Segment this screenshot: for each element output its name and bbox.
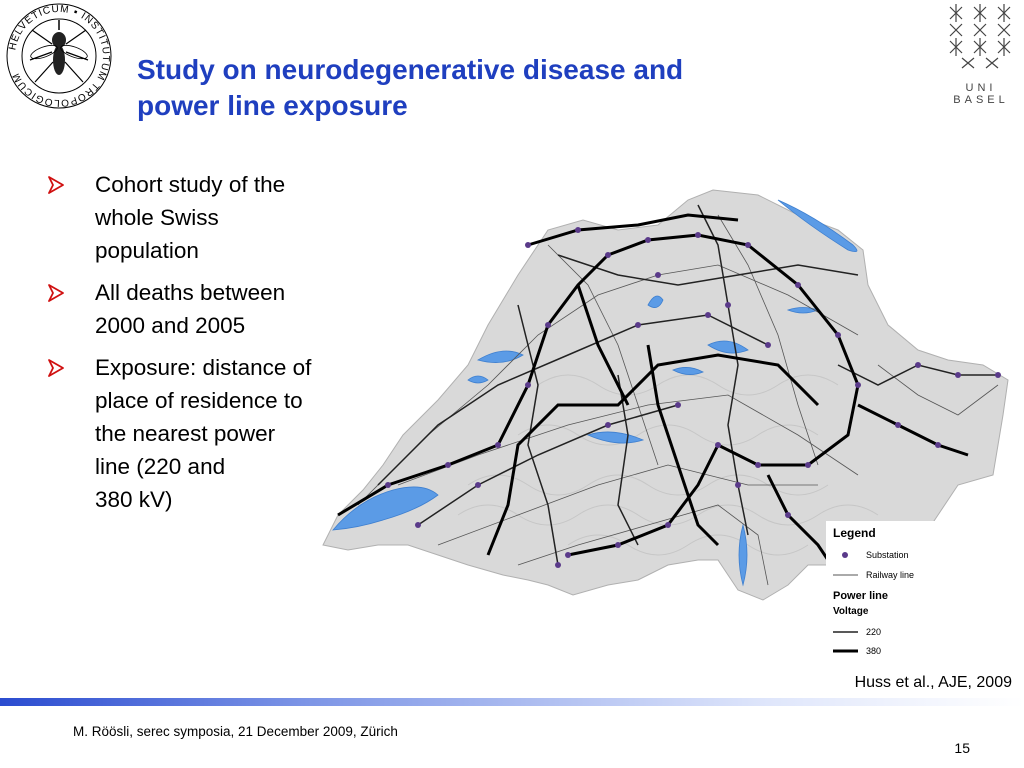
bullet-line: Cohort study of the: [95, 172, 286, 197]
uni-basel-logo: [940, 2, 1022, 106]
substation-legend-icon: [842, 552, 848, 558]
bullet-line: All deaths between: [95, 280, 286, 305]
citation: Huss et al., AJE, 2009: [854, 674, 1012, 691]
logo-text-basel: BASEL: [953, 94, 1009, 106]
legend-380: 380: [866, 646, 882, 656]
footer-text: M. Röösli, serec symposia, 21 December 2009, Zürich: [73, 724, 398, 739]
bullet-line: 380 kV): [95, 487, 173, 512]
bullet-line: population: [95, 238, 199, 263]
legend-220: 220: [866, 627, 882, 637]
arrow-bullet-icon: [46, 358, 66, 378]
legend-railway: Railway line: [866, 570, 915, 580]
arrow-bullet-icon: [46, 283, 66, 303]
bullet-line: place of residence to: [95, 388, 303, 413]
title-line-1: Study on neurodegenerative disease and: [137, 54, 684, 85]
uni-basel-emblem-icon: [940, 2, 1022, 74]
legend-voltage: Voltage: [833, 606, 869, 617]
map-figure: [318, 185, 1012, 663]
legend-power-line: Power line: [833, 590, 889, 602]
title-line-2: power line exposure: [137, 90, 408, 121]
bullet-line: 2000 and 2005: [95, 313, 246, 338]
footer-gradient-bar: [0, 698, 1024, 706]
bullet-line: line (220 and: [95, 454, 226, 479]
mosquito-seal-icon: [2, 0, 117, 112]
switzerland-power-line-map: [318, 185, 1012, 663]
map-legend: [826, 521, 976, 661]
page-number: 15: [954, 740, 970, 756]
legend-title: Legend: [833, 526, 876, 540]
bullet-line: whole Swiss: [95, 205, 219, 230]
slide-title: [137, 52, 837, 124]
logo-text-uni: UNI: [965, 82, 997, 94]
bullet-line: Exposure: distance of: [95, 355, 312, 380]
arrow-bullet-icon: [46, 175, 66, 195]
swiss-tph-logo: [2, 0, 117, 112]
legend-substation: Substation: [866, 550, 909, 560]
svg-text:HELVETICUM ▪ INSTITUTUM TROPOL: HELVETICUM ▪ INSTITUTUM TROPOLOGICUM: [7, 3, 112, 109]
bullet-line: the nearest power: [95, 421, 276, 446]
